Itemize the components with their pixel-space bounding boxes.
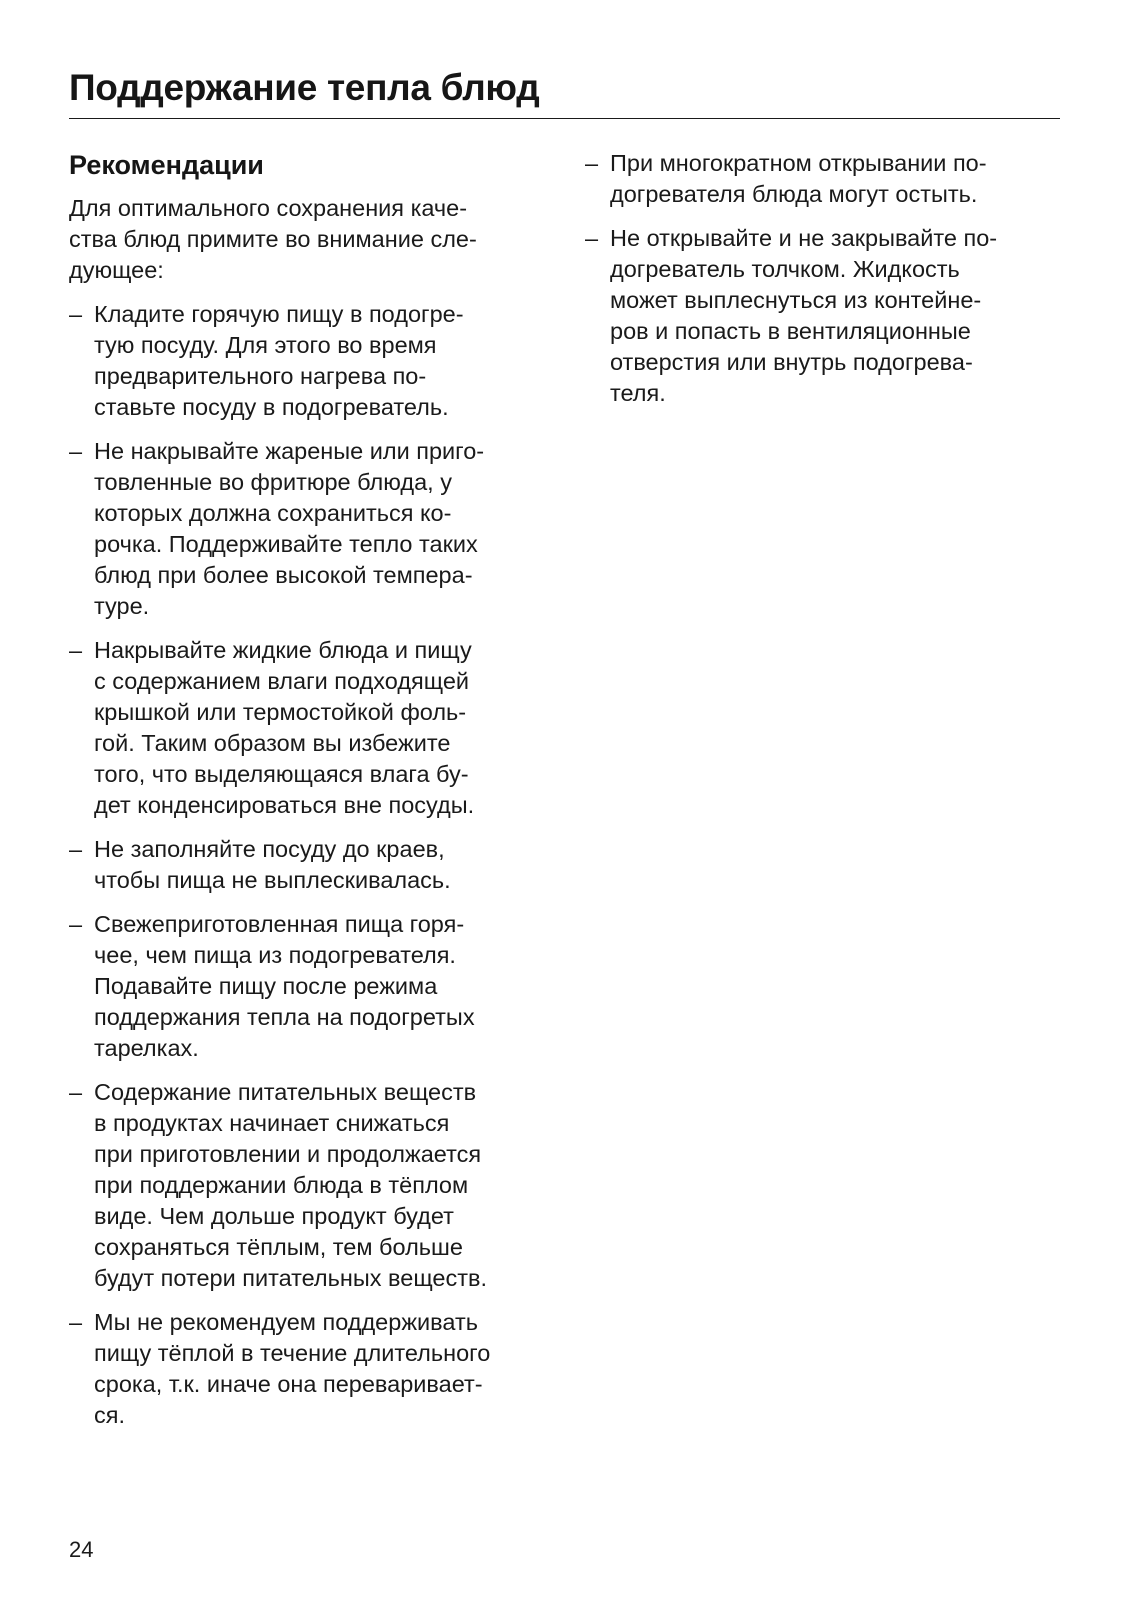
list-item: [69, 635, 549, 821]
list-item: [69, 299, 549, 423]
list-item-line: При многократном открывании по-: [610, 150, 987, 176]
list-item-line: того, что выделяющаяся влага бу-: [94, 761, 469, 787]
list-dash: –: [585, 150, 599, 176]
list-item-line: ся.: [94, 1402, 126, 1428]
list-item-line: сохраняться тёплым, тем больше: [94, 1234, 463, 1260]
list-dash: –: [69, 836, 83, 862]
list-item: [69, 909, 549, 1064]
list-item-line: в продуктах начинает снижаться: [94, 1110, 450, 1136]
list-dash: –: [69, 637, 83, 663]
list-item-line: чтобы пища не выплескивалась.: [94, 867, 451, 893]
list-item-line: будут потери питательных веществ.: [94, 1265, 487, 1291]
intro-line: ства блюд примите во внимание сле-: [69, 226, 477, 252]
list-item-line: Не открывайте и не закрывайте по-: [610, 225, 998, 251]
list-item-line: блюд при более высокой темпера-: [94, 562, 473, 588]
list-item-line: Кладите горячую пищу в подогре-: [94, 301, 464, 327]
list-item-line: ров и попасть в вентиляционные: [610, 318, 971, 344]
list-item-line: крышкой или термостойкой фоль-: [94, 699, 467, 725]
list-dash: –: [69, 1309, 83, 1335]
list-item-line: с содержанием влаги подходящей: [94, 668, 470, 694]
list-item-line: Мы не рекомендуем поддерживать: [94, 1309, 478, 1335]
list-item-line: пищу тёплой в течение длительного: [94, 1340, 491, 1366]
list-item-line: ставьте посуду в подогреватель.: [94, 394, 449, 420]
list-item: [585, 148, 1065, 210]
intro-line: Для оптимального сохранения каче-: [69, 195, 468, 221]
list-item-line: товленные во фритюре блюда, у: [94, 469, 452, 495]
list-item-line: Накрывайте жидкие блюда и пищу: [94, 637, 472, 663]
list-item-line: догревателя блюда могут остыть.: [610, 181, 978, 207]
list-item-line: дет конденсироваться вне посуды.: [94, 792, 475, 818]
list-item-line: Содержание питательных веществ: [94, 1079, 477, 1105]
list-item-line: Не накрывайте жареные или приго-: [94, 438, 485, 464]
list-dash: –: [69, 301, 83, 327]
section-heading: Рекомендации: [69, 150, 264, 180]
list-item-line: догреватель толчком. Жидкость: [610, 256, 960, 282]
list-item-line: тарелках.: [94, 1035, 199, 1061]
list-item-line: срока, т.к. иначе она переваривает-: [94, 1371, 483, 1397]
list-item-line: Свежеприготовленная пища горя-: [94, 911, 465, 937]
list-item-line: туре.: [94, 593, 150, 619]
list-dash: –: [69, 438, 83, 464]
list-item-line: отверстия или внутрь подогрева-: [610, 349, 973, 375]
list-item-line: предварительного нагрева по-: [94, 363, 427, 389]
list-item-line: при поддержании блюда в тёплом: [94, 1172, 469, 1198]
list-item-line: которых должна сохраниться ко-: [94, 500, 452, 526]
page-title: Поддержание тепла блюд: [69, 67, 540, 108]
page-number: 24: [69, 1537, 94, 1562]
list-item: [69, 436, 549, 622]
list-item-line: гой. Таким образом вы избежите: [94, 730, 451, 756]
list-item: [69, 1077, 549, 1294]
list-item-line: теля.: [610, 380, 666, 406]
list-dash: –: [69, 911, 83, 937]
list-item-line: рочка. Поддерживайте тепло таких: [94, 531, 478, 557]
list-item-line: при приготовлении и продолжается: [94, 1141, 482, 1167]
list-item-line: тую посуду. Для этого во время: [94, 332, 437, 358]
list-dash: –: [69, 1079, 83, 1105]
list-dash: –: [585, 225, 599, 251]
list-item-line: Подавайте пищу после режима: [94, 973, 438, 999]
left-column: [69, 148, 549, 1444]
list-item: [69, 834, 549, 896]
intro-paragraph: [69, 193, 549, 286]
title-divider: [69, 118, 1060, 119]
list-item-line: поддержания тепла на подогретых: [94, 1004, 475, 1030]
list-item: [69, 1307, 549, 1431]
right-column: [585, 148, 1065, 422]
list-item-line: Не заполняйте посуду до краев,: [94, 836, 445, 862]
list-item: [585, 223, 1065, 409]
intro-line: дующее:: [69, 257, 164, 283]
list-item-line: чее, чем пища из подогревателя.: [94, 942, 456, 968]
list-item-line: виде. Чем дольше продукт будет: [94, 1203, 454, 1229]
list-item-line: может выплеснуться из контейне-: [610, 287, 982, 313]
